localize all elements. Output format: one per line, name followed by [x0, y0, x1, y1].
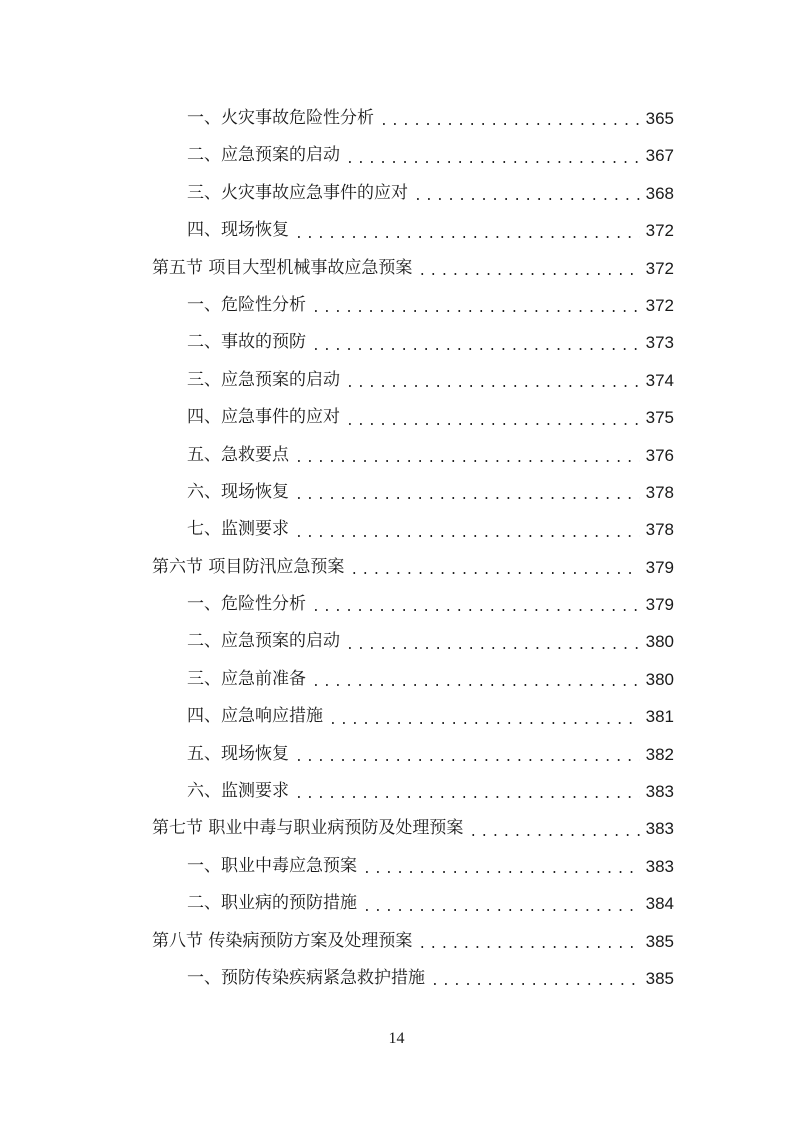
toc-dot-leader — [418, 257, 639, 287]
toc-subsection-entry[interactable] — [152, 437, 674, 474]
toc-entry-page: 372 — [645, 221, 674, 241]
toc-subsection-entry[interactable] — [152, 698, 674, 735]
toc-entry-page: 383 — [645, 782, 674, 802]
toc-entry-page: 381 — [645, 707, 674, 727]
toc-subsection-entry[interactable] — [152, 137, 674, 174]
toc-entry-title: 四、应急事件的应对 — [187, 407, 340, 428]
toc-dot-leader — [312, 668, 640, 698]
toc-entry-title: 六、现场恢复 — [187, 481, 289, 502]
toc-entry-title: 二、事故的预防 — [187, 332, 306, 353]
toc-entry-title: 四、应急响应措施 — [187, 706, 323, 727]
toc-section-entry[interactable] — [152, 923, 674, 960]
toc-subsection-entry[interactable] — [152, 736, 674, 773]
toc-dot-leader — [469, 818, 639, 848]
toc-entry-page: 384 — [645, 894, 674, 914]
toc-entry-page: 380 — [645, 669, 674, 689]
toc-entry-title: 一、职业中毒应急预案 — [187, 855, 357, 876]
toc-entry-page: 374 — [645, 370, 674, 390]
toc-dot-leader — [295, 481, 640, 511]
toc-entry-page: 368 — [645, 183, 674, 203]
toc-entry-title: 三、应急预案的启动 — [187, 369, 340, 390]
toc-entry-page: 376 — [645, 445, 674, 465]
toc-dot-leader — [363, 893, 640, 923]
toc-entry-title: 二、应急预案的启动 — [187, 631, 340, 652]
toc-dot-leader — [295, 743, 640, 773]
page-number: 14 — [388, 1030, 405, 1047]
toc-entry-page: 367 — [645, 146, 674, 166]
toc-entry-title: 一、危险性分析 — [187, 294, 306, 315]
toc-entry-title: 第五节 项目大型机械事故应急预案 — [152, 257, 413, 278]
toc-dot-leader — [418, 930, 639, 960]
toc-subsection-entry[interactable] — [152, 175, 674, 212]
toc-entry-page: 379 — [645, 595, 674, 615]
toc-subsection-entry[interactable] — [152, 324, 674, 361]
toc-subsection-entry[interactable] — [152, 100, 674, 137]
toc-dot-leader — [346, 145, 640, 175]
toc-section-entry[interactable] — [152, 250, 674, 287]
toc-entry-title: 七、监测要求 — [187, 519, 289, 540]
toc-subsection-entry[interactable] — [152, 212, 674, 249]
toc-entry-title: 六、监测要求 — [187, 781, 289, 802]
toc-dot-leader — [312, 294, 640, 324]
toc-dot-leader — [312, 593, 640, 623]
toc-entry-page: 382 — [645, 744, 674, 764]
toc-entry-page: 372 — [645, 258, 674, 278]
toc-entry-title: 一、火灾事故危险性分析 — [187, 107, 374, 128]
toc-subsection-entry[interactable] — [152, 399, 674, 436]
toc-entry-page: 375 — [645, 408, 674, 428]
toc-dot-leader — [312, 332, 640, 362]
toc-entry-page: 373 — [645, 333, 674, 353]
toc-subsection-entry[interactable] — [152, 586, 674, 623]
toc-entry-title: 二、职业病的预防措施 — [187, 893, 357, 914]
toc-dot-leader — [431, 967, 640, 997]
toc-dot-leader — [295, 519, 640, 549]
toc-dot-leader — [346, 369, 640, 399]
toc-subsection-entry[interactable] — [152, 661, 674, 698]
toc-entry-page: 379 — [645, 557, 674, 577]
toc-entry-title: 一、危险性分析 — [187, 594, 306, 615]
toc-entry-page: 380 — [645, 632, 674, 652]
toc-subsection-entry[interactable] — [152, 885, 674, 922]
toc-subsection-entry[interactable] — [152, 287, 674, 324]
toc-entry-page: 365 — [645, 108, 674, 128]
toc-dot-leader — [414, 182, 640, 212]
toc-entry-page: 385 — [645, 931, 674, 951]
toc-subsection-entry[interactable] — [152, 362, 674, 399]
toc-entry-title: 第七节 职业中毒与职业病预防及处理预案 — [152, 818, 464, 839]
toc-dot-leader — [380, 107, 640, 137]
toc-entry-page: 385 — [645, 968, 674, 988]
toc-subsection-entry[interactable] — [152, 474, 674, 511]
toc-dot-leader — [363, 855, 640, 885]
toc-entry-page: 372 — [645, 295, 674, 315]
table-of-contents — [152, 100, 674, 997]
toc-entry-page: 383 — [645, 819, 674, 839]
toc-dot-leader — [329, 706, 640, 736]
toc-entry-page: 383 — [645, 856, 674, 876]
toc-entry-title: 四、现场恢复 — [187, 220, 289, 241]
toc-subsection-entry[interactable] — [152, 773, 674, 810]
toc-dot-leader — [295, 780, 640, 810]
toc-subsection-entry[interactable] — [152, 511, 674, 548]
toc-subsection-entry[interactable] — [152, 623, 674, 660]
toc-entry-page: 378 — [645, 520, 674, 540]
toc-entry-title: 二、应急预案的启动 — [187, 145, 340, 166]
toc-entry-title: 五、急救要点 — [187, 444, 289, 465]
toc-entry-title: 五、现场恢复 — [187, 743, 289, 764]
toc-entry-page: 378 — [645, 482, 674, 502]
toc-subsection-entry[interactable] — [152, 960, 674, 997]
toc-dot-leader — [346, 407, 640, 437]
toc-entry-title: 三、火灾事故应急事件的应对 — [187, 182, 408, 203]
toc-entry-title: 第八节 传染病预防方案及处理预案 — [152, 930, 413, 951]
toc-dot-leader — [295, 444, 640, 474]
toc-subsection-entry[interactable] — [152, 848, 674, 885]
toc-entry-title: 一、预防传染疾病紧急救护措施 — [187, 967, 425, 988]
toc-section-entry[interactable] — [152, 810, 674, 847]
toc-entry-title: 第六节 项目防汛应急预案 — [152, 556, 345, 577]
toc-entry-title: 三、应急前准备 — [187, 668, 306, 689]
toc-dot-leader — [346, 631, 640, 661]
toc-dot-leader — [350, 556, 639, 586]
toc-section-entry[interactable] — [152, 549, 674, 586]
toc-dot-leader — [295, 220, 640, 250]
